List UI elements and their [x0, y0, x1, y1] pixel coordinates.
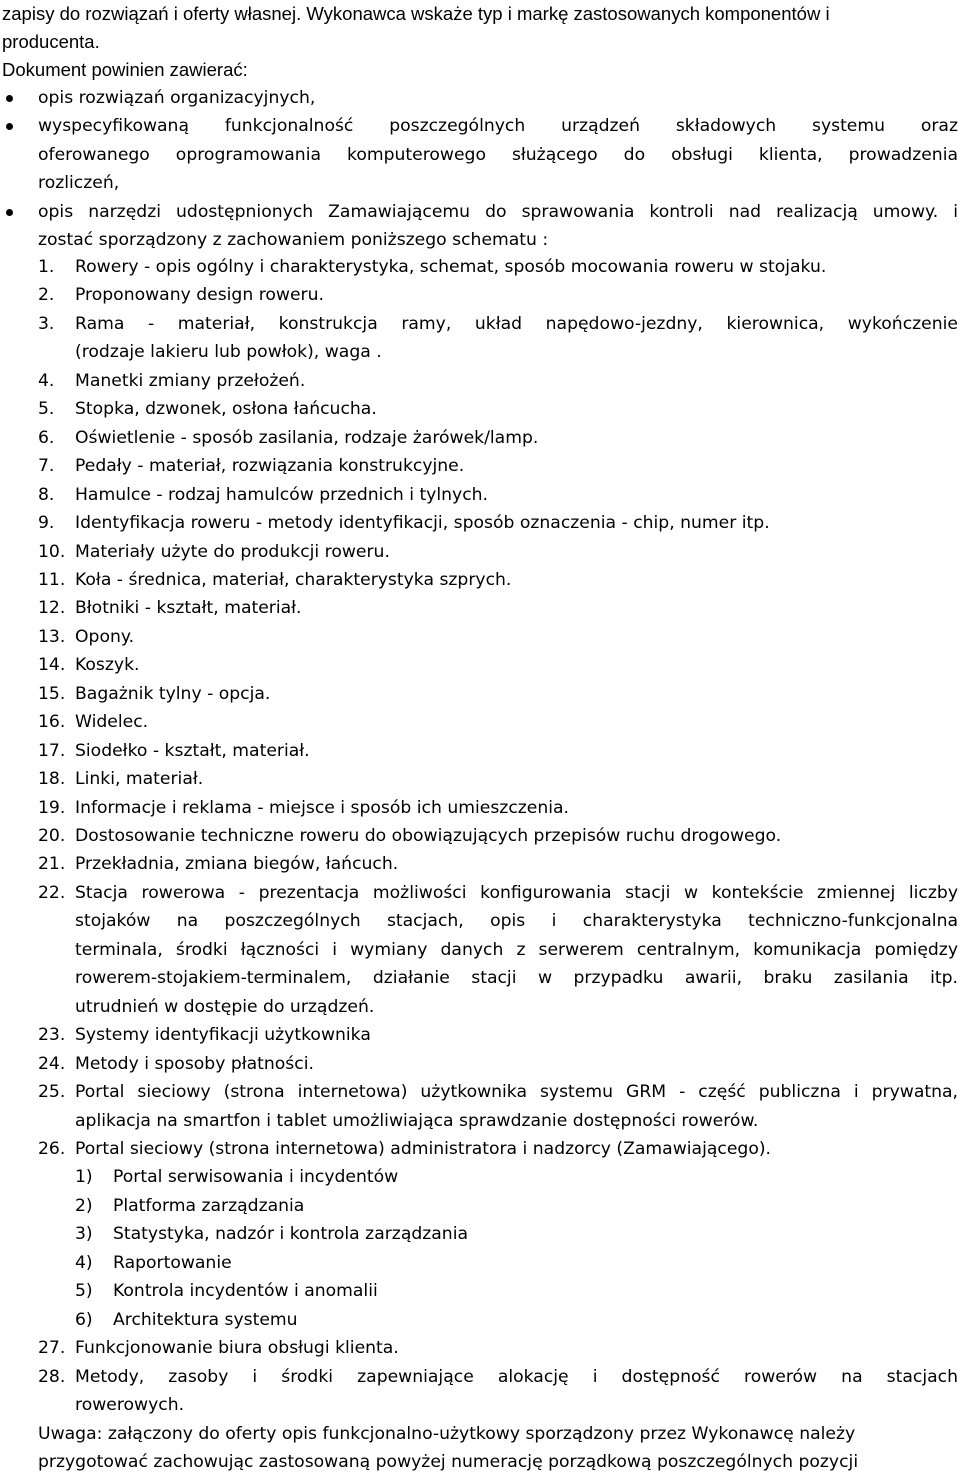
item-number: 14.	[38, 655, 66, 676]
item-number: 21.	[38, 854, 66, 875]
subitem-number: 5)	[75, 1281, 93, 1302]
item-text: Rowery - opis ogólny i charakterystyka, schemat, sposób mocowania roweru w stojaku.	[75, 257, 827, 277]
item-text: Identyfikacja roweru - metody identyfikacji, sposób oznaczenia - chip, numer itp.	[75, 513, 770, 534]
item-number: 28.	[38, 1366, 66, 1387]
subitem-number: 4)	[75, 1252, 93, 1273]
subitem-text: Portal serwisowania i incydentów	[113, 1167, 399, 1188]
subitem-text: Kontrola incydentów i anomalii	[113, 1281, 378, 1302]
bullet-dot	[6, 95, 13, 102]
item-text: rowerem-stojakiem-terminalem, działanie stacji w przypadku awarii, braku zasilania itp.	[75, 968, 958, 989]
item-text: Stopka, dzwonek, osłona łańcucha.	[75, 399, 377, 420]
item-text: Rama - materiał, konstrukcja ramy, układ napędowo-jezdny, kierownica, wykończenie	[75, 313, 958, 334]
subitem-number: 1)	[75, 1167, 93, 1188]
bullet-line: rozliczeń,	[38, 173, 120, 194]
intro-text-1: zapisy do rozwiązań i oferty własnej. Wykonawca wskaże typ i markę zastosowanych komponentów i	[2, 3, 830, 24]
item-number: 11.	[38, 569, 66, 590]
bullet-line: wyspecyfikowaną funkcjonalność poszczególnych urządzeń składowych systemu oraz	[38, 116, 958, 137]
subitem-text: Architektura systemu	[113, 1309, 298, 1330]
item-number: 18.	[38, 769, 66, 790]
bullet-dot	[6, 209, 13, 216]
item-number: 1.	[38, 257, 55, 277]
item-text: Hamulce - rodzaj hamulców przednich i tylnych.	[75, 484, 489, 505]
item-text: Metody i sposoby płatności.	[75, 1053, 314, 1074]
note-line-2	[38, 1448, 958, 1476]
subitem-text: Platforma zarządzania	[113, 1195, 305, 1216]
intro-line-1	[2, 0, 958, 28]
item-number: 2.	[38, 285, 55, 306]
item-text: Koszyk.	[75, 655, 140, 676]
bullet-line: opis rozwiązań organizacyjnych,	[38, 88, 316, 108]
item-text: Portal sieciowy (strona internetowa) użytkownika systemu GRM - część publiczna i prywatna,	[75, 1082, 958, 1103]
intro-text-3: Dokument powinien zawierać:	[2, 59, 248, 80]
intro-line-3	[2, 56, 248, 84]
subitem-text: Raportowanie	[113, 1252, 232, 1273]
item-text: Koła - średnica, materiał, charakterystyka szprych.	[75, 569, 512, 590]
item-text: Linki, materiał.	[75, 769, 204, 790]
bullet-line: oferowanego oprogramowania komputerowego służącego do obsługi klienta, prowadzenia	[38, 144, 958, 165]
item-number: 9.	[38, 513, 55, 534]
item-text: Przekładnia, zmiana biegów, łańcuch.	[75, 854, 399, 875]
intro-text-2: producenta.	[2, 31, 100, 52]
bullet-dot	[6, 123, 13, 130]
item-text: Błotniki - kształt, materiał.	[75, 598, 302, 619]
intro-line-2	[2, 28, 100, 56]
item-text: Oświetlenie - sposób zasilania, rodzaje żarówek/lamp.	[75, 427, 539, 448]
item-number: 16.	[38, 712, 66, 733]
item-number: 15.	[38, 683, 66, 704]
item-number: 26.	[38, 1138, 66, 1159]
item-text: utrudnień w dostępie do urządzeń.	[75, 996, 375, 1017]
item-number: 22.	[38, 882, 66, 903]
item-number: 13.	[38, 626, 66, 647]
item-text: Opony.	[75, 626, 135, 647]
item-text: Bagażnik tylny - opcja.	[75, 683, 271, 704]
item-number: 20.	[38, 826, 66, 846]
item-text: Informacje i reklama - miejsce i sposób ich umieszczenia.	[75, 797, 570, 818]
item-text: Materiały użyte do produkcji roweru.	[75, 541, 390, 562]
item-text: Metody, zasoby i środki zapewniające alokację i dostępność rowerów na stacjach	[75, 1366, 958, 1387]
item-number: 8.	[38, 484, 55, 505]
item-text: aplikacja na smartfon i tablet umożliwiająca sprawdzanie dostępności rowerów.	[75, 1110, 759, 1131]
item-text: Funkcjonowanie biura obsługi klienta.	[75, 1338, 399, 1359]
item-text: rowerowych.	[75, 1395, 185, 1415]
bullet-line: opis narzędzi udostępnionych Zamawiającemu do sprawowania kontroli nad realizacją umowy. i	[38, 201, 958, 222]
item-number: 3.	[38, 313, 55, 334]
subitem-number: 2)	[75, 1195, 93, 1216]
note-text-1: Uwaga: załączony do oferty opis funkcjonalno-użytkowy sporządzony przez Wykonawcę należy	[38, 1424, 856, 1444]
subitem-number: 6)	[75, 1309, 93, 1330]
item-number: 19.	[38, 797, 66, 818]
item-text: stojaków na poszczególnych stacjach, opis i charakterystyka techniczno-funkcjonalna	[75, 911, 958, 932]
item-number: 4.	[38, 370, 55, 391]
item-text: Widelec.	[75, 712, 149, 733]
item-number: 10.	[38, 541, 66, 562]
bullet-line: zostać sporządzony z zachowaniem poniższego schematu :	[38, 230, 549, 251]
item-number: 6.	[38, 427, 55, 448]
item-text: Portal sieciowy (strona internetowa) administratora i nadzorcy (Zamawiającego).	[75, 1138, 772, 1159]
item-number: 27.	[38, 1338, 66, 1359]
item-number: 25.	[38, 1082, 66, 1103]
subitem-number: 3)	[75, 1224, 93, 1245]
item-text: (rodzaje lakieru lub powłok), waga .	[75, 342, 382, 363]
subitem-text: Statystyka, nadzór i kontrola zarządzania	[113, 1224, 469, 1245]
item-number: 7.	[38, 456, 55, 477]
item-text: Manetki zmiany przełożeń.	[75, 370, 306, 391]
item-text: Proponowany design roweru.	[75, 285, 324, 306]
item-text: terminala, środki łączności i wymiany danych z serwerem centralnym, komunikacja pomiędzy	[75, 939, 958, 960]
note-line-1	[38, 1420, 958, 1448]
item-text: Pedały - materiał, rozwiązania konstrukcyjne.	[75, 456, 465, 477]
item-number: 5.	[38, 399, 55, 420]
item-text: Stacja rowerowa - prezentacja możliwości konfigurowania stacji w kontekście zmiennej liczby	[75, 882, 958, 903]
item-text: Siodełko - kształt, materiał.	[75, 740, 310, 761]
item-number: 23.	[38, 1025, 66, 1046]
item-text: Dostosowanie techniczne roweru do obowiązujących przepisów ruchu drogowego.	[75, 826, 782, 846]
note-text-2: przygotować zachowując zastosowaną powyżej numerację porządkową poszczególnych pozycji	[38, 1452, 859, 1472]
item-text: Systemy identyfikacji użytkownika	[75, 1025, 371, 1046]
item-number: 24.	[38, 1053, 66, 1074]
item-number: 17.	[38, 740, 66, 761]
item-number: 12.	[38, 598, 66, 619]
